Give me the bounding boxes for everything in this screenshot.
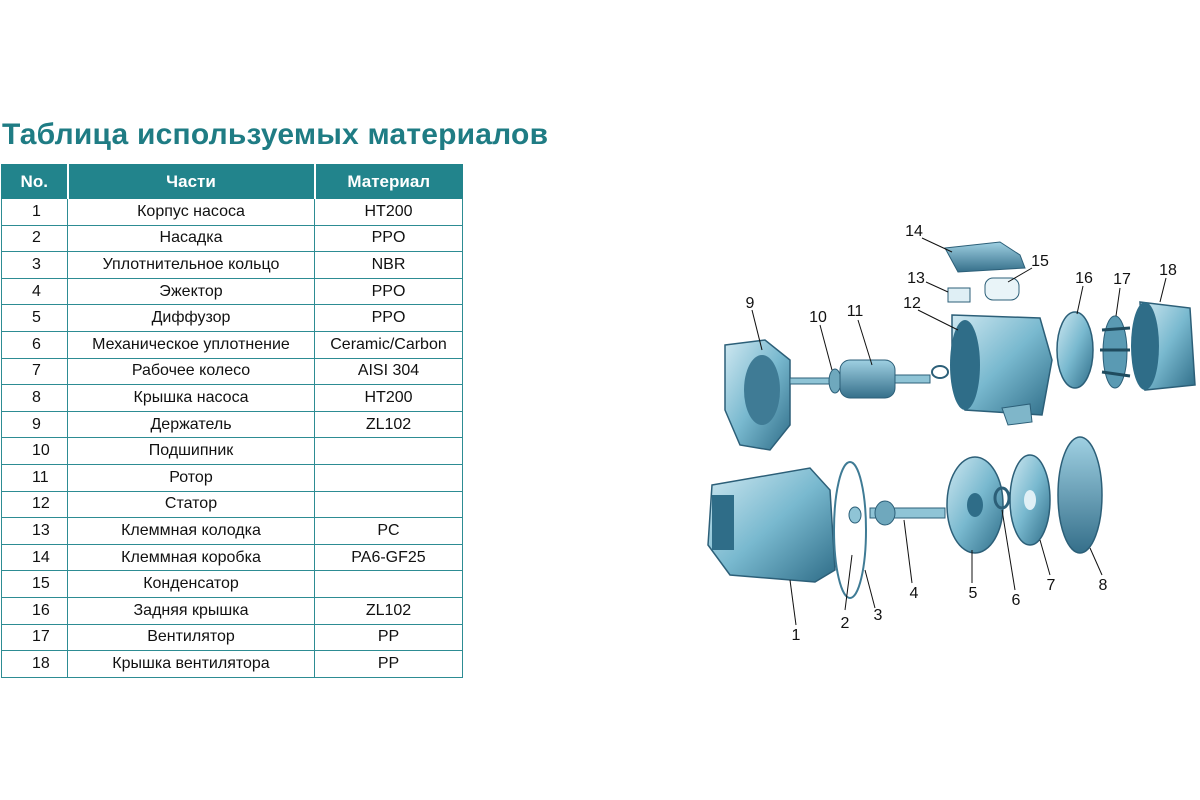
table-row [2, 544, 463, 571]
row-number: 5 [2, 305, 68, 332]
part-name: Диффузор [68, 305, 315, 332]
material-name: NBR [315, 252, 463, 279]
pump-exploded-view [690, 210, 1200, 650]
table-row [2, 651, 463, 678]
table-row [2, 597, 463, 624]
part-name: Задняя крышка [68, 597, 315, 624]
callout-17: 17 [1113, 271, 1131, 288]
row-number: 1 [2, 199, 68, 226]
material-name: PP [315, 651, 463, 678]
table-row [2, 278, 463, 305]
table-row [2, 225, 463, 252]
callout-7: 7 [1046, 577, 1056, 594]
callout-6: 6 [1011, 592, 1021, 609]
part-3-o-ring [834, 462, 866, 598]
part-name: Механическое уплотнение [68, 331, 315, 358]
part-2-nozzle [849, 507, 861, 523]
material-name: PC [315, 518, 463, 545]
part-name: Крышка вентилятора [68, 651, 315, 678]
material-name: PPO [315, 225, 463, 252]
material-name: Ceramic/Carbon [315, 331, 463, 358]
material-name: AISI 304 [315, 358, 463, 385]
row-number: 17 [2, 624, 68, 651]
part-name: Корпус насоса [68, 199, 315, 226]
row-number: 9 [2, 411, 68, 438]
part-name: Эжектор [68, 278, 315, 305]
row-number: 8 [2, 385, 68, 412]
row-number: 15 [2, 571, 68, 598]
material-name [315, 464, 463, 491]
table-row [2, 571, 463, 598]
header-material: Материал [315, 165, 463, 199]
callout-16: 16 [1075, 270, 1093, 287]
material-name: PPO [315, 278, 463, 305]
row-number: 2 [2, 225, 68, 252]
callout-5: 5 [968, 585, 978, 602]
row-number: 11 [2, 464, 68, 491]
header-part: Части [68, 165, 315, 199]
part-18-fan-cover [1131, 302, 1195, 390]
part-name: Насадка [68, 225, 315, 252]
part-16-rear-cover [1057, 312, 1093, 388]
material-name: PA6-GF25 [315, 544, 463, 571]
callout-8: 8 [1098, 577, 1108, 594]
part-15-capacitor [985, 278, 1019, 300]
callout-18: 18 [1159, 262, 1177, 279]
material-name [315, 571, 463, 598]
callout-11: 11 [846, 303, 864, 320]
callout-9: 9 [745, 295, 755, 312]
callout-12: 12 [903, 295, 921, 312]
row-number: 6 [2, 331, 68, 358]
part-9-holder [725, 340, 790, 450]
table-row [2, 624, 463, 651]
row-number: 13 [2, 518, 68, 545]
callout-4: 4 [909, 585, 919, 602]
part-name: Ротор [68, 464, 315, 491]
table-row [2, 305, 463, 332]
material-name: PP [315, 624, 463, 651]
callout-13: 13 [907, 270, 925, 287]
part-17-fan [1100, 316, 1130, 388]
stator-base-foot [1002, 404, 1032, 425]
part-14-terminal-box [945, 242, 1025, 272]
table-row [2, 438, 463, 465]
row-number: 18 [2, 651, 68, 678]
callout-1: 1 [791, 627, 801, 644]
table-row [2, 385, 463, 412]
table-row [2, 464, 463, 491]
table-row [2, 331, 463, 358]
table-row [2, 199, 463, 226]
part-4-ejector [870, 501, 945, 525]
part-13-terminal-block [948, 288, 970, 302]
part-name: Уплотнительное кольцо [68, 252, 315, 279]
part-name: Клеммная коробка [68, 544, 315, 571]
part-name: Клеммная колодка [68, 518, 315, 545]
callout-10: 10 [809, 309, 827, 326]
callout-15: 15 [1031, 253, 1049, 270]
row-number: 16 [2, 597, 68, 624]
row-number: 14 [2, 544, 68, 571]
table-row [2, 518, 463, 545]
part-12-stator [950, 315, 1052, 415]
table-row [2, 491, 463, 518]
material-name: HT200 [315, 385, 463, 412]
header-no: No. [2, 165, 68, 199]
callout-2: 2 [840, 615, 850, 632]
table-row [2, 358, 463, 385]
row-number: 12 [2, 491, 68, 518]
callout-3: 3 [873, 607, 883, 624]
part-7-impeller [1010, 455, 1050, 545]
part-8-pump-cover [1058, 437, 1102, 553]
material-name [315, 438, 463, 465]
part-name: Крышка насоса [68, 385, 315, 412]
part-name: Вентилятор [68, 624, 315, 651]
material-name: PPO [315, 305, 463, 332]
page-title: Таблица используемых материалов [2, 118, 549, 151]
material-name: ZL102 [315, 597, 463, 624]
table-header-row [2, 165, 463, 199]
material-name: ZL102 [315, 411, 463, 438]
row-number: 10 [2, 438, 68, 465]
material-name [315, 491, 463, 518]
material-name: HT200 [315, 199, 463, 226]
part-10-11-rotor-shaft [790, 360, 948, 398]
part-name: Статор [68, 491, 315, 518]
part-1-pump-body [708, 468, 835, 582]
part-name: Держатель [68, 411, 315, 438]
row-number: 4 [2, 278, 68, 305]
exploded-pump-diagram [690, 210, 1200, 650]
part-name: Конденсатор [68, 571, 315, 598]
table-row [2, 411, 463, 438]
row-number: 3 [2, 252, 68, 279]
part-name: Рабочее колесо [68, 358, 315, 385]
materials-table [1, 164, 463, 678]
part-name: Подшипник [68, 438, 315, 465]
table-row [2, 252, 463, 279]
row-number: 7 [2, 358, 68, 385]
callout-14: 14 [905, 223, 923, 240]
part-5-diffuser [947, 457, 1003, 553]
